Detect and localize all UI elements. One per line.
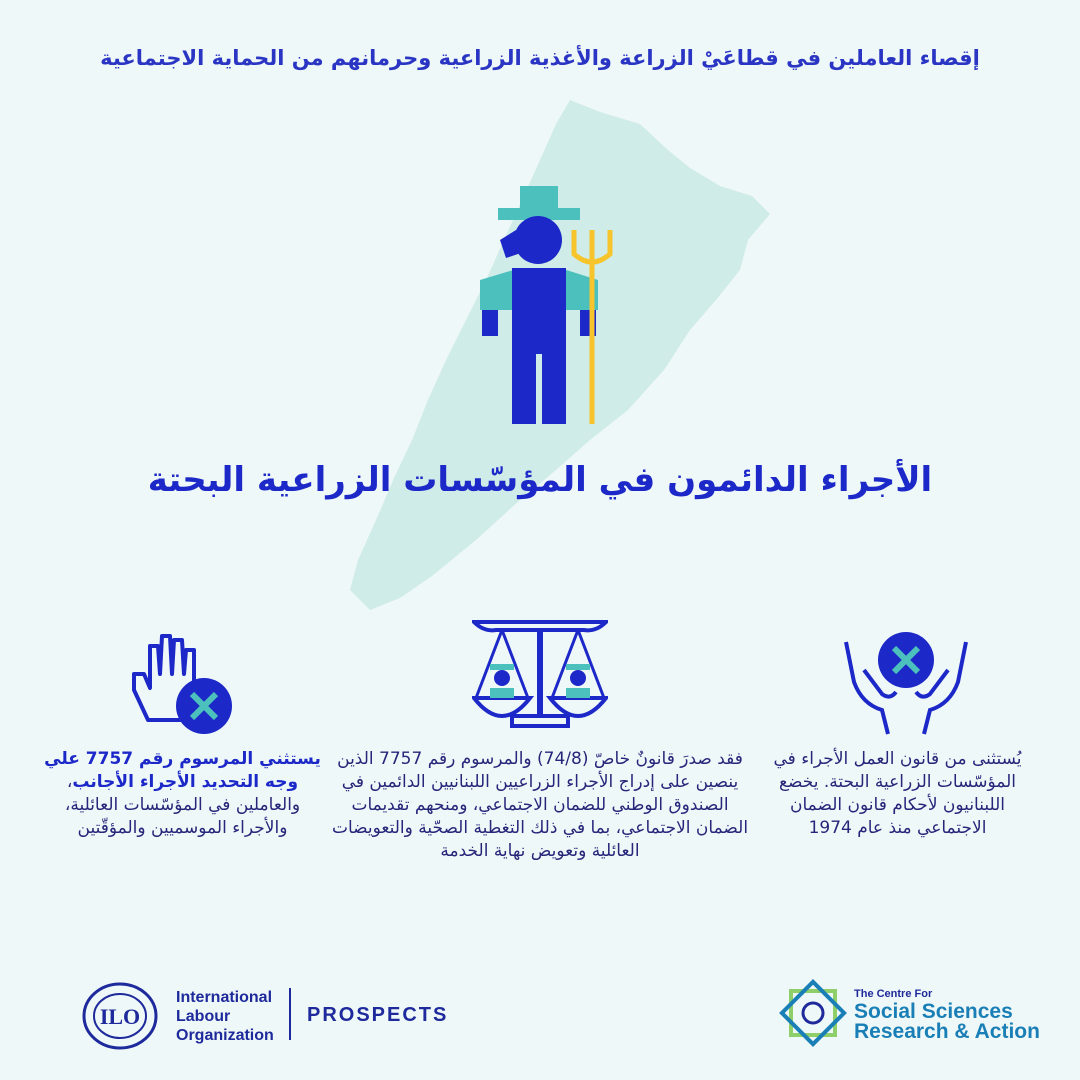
cssra-line3: Research & Action <box>854 1020 1040 1043</box>
farmer-illustration <box>470 180 650 430</box>
left-column-text <box>40 748 325 840</box>
hand-with-x-icon <box>126 628 238 734</box>
ilo-logo-letters: ILO <box>99 1004 141 1029</box>
logo-divider <box>289 988 291 1040</box>
head <box>514 216 562 264</box>
left-sleeve-cuff <box>482 310 498 336</box>
ilo-name <box>176 988 274 1045</box>
scale-with-farmers-icon <box>472 618 608 734</box>
right-leg <box>542 354 566 424</box>
section-heading: الأجراء الدائمون في المؤسّسات الزراعية البحتة <box>147 460 933 500</box>
page-title: إقصاء العاملين في قطاعَيْ الزراعة والأغذية الزراعية وحرمانهم من الحماية الاجتماعية <box>100 46 980 70</box>
ilo-name-line3: Organization <box>176 1027 274 1044</box>
pitchfork-icon <box>574 230 610 424</box>
ilo-name-line1: International <box>176 989 273 1006</box>
cssra-logo-emblem <box>778 978 848 1048</box>
left-column-regular-text: ، والعاملين في المؤسّسات العائلية، والأجراء الموسميين والمؤقّتين <box>64 772 301 838</box>
hat-top <box>520 186 558 210</box>
left-column-bold-text: يستثني المرسوم رقم 7757 علي وجه التحديد الأجراء الأجانب <box>44 749 321 792</box>
left-leg <box>512 354 536 424</box>
ilo-name-line2: Labour <box>176 1008 231 1025</box>
middle-column-text: فقد صدرَ قانونٌ خاصّ (74/8) والمرسوم رقم 7757 الذين ينصين على إدراج الأجراء الزراعيين اللبنانيين الدائمين في الصندوق الوطني للضمان الاجتماعي، ومنحهم تقديمات الضمان الاجتماعي، بما في ذلك التغطية الصحّية والتعويضات العائلية وتعويض نهاية الخدمة <box>331 749 749 861</box>
prospects-logo: PROSPECTS <box>307 1004 449 1026</box>
right-column-text: يُستثنى من قانون العمل الأجراء في المؤسّسات الزراعية البحتة. يخضع اللبنانيون لأحكام قانون الضمان الاجتماعي منذ عام 1974 <box>773 749 1022 838</box>
ilo-logo <box>80 980 160 1052</box>
cssra-line1: The Centre For <box>854 988 933 1000</box>
overalls <box>512 268 566 354</box>
cssra-line2: Social Sciences <box>854 1000 1013 1023</box>
hands-with-x-icon <box>842 630 970 736</box>
